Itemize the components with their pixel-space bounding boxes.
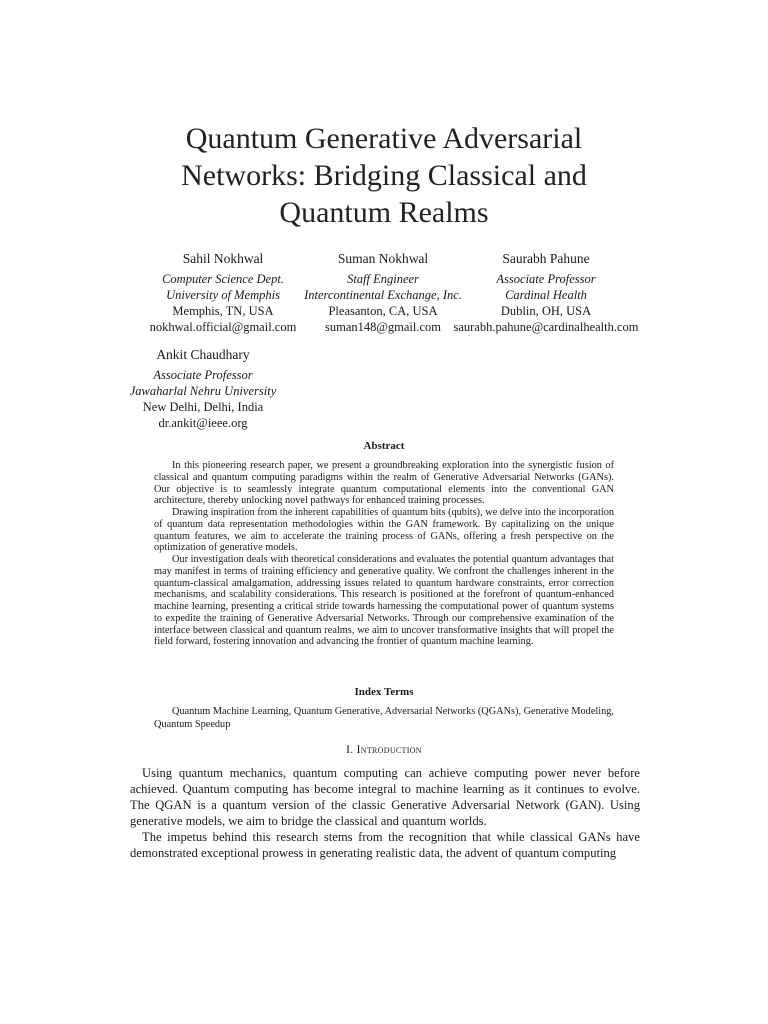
- author-role: Computer Science Dept.: [162, 272, 284, 286]
- author-org: Jawaharlal Nehru University: [129, 384, 277, 398]
- abstract-paragraph: Our investigation deals with theoretical considerations and evaluates the potential quantum advantages that may manifest in terms of training efficiency and generative quality. We confront the challenges inherent in the quantum-classical amalgamation, addressing issues related to quantum hardware constraints, error correction mechanisms, and scalability considerations. This research is positioned at the forefront of quantum-enhanced machine learning, presenting a critical stride towards harnessing the computational power of quantum systems to expedite the training of Generative Adversarial Networks. Through our comprehensive examination of the interface between classical and quantum realms, we aim to uncover transformative insights that will propel the field forward, fostering innovation and advancing the frontier of quantum machine learning.: [154, 554, 614, 648]
- index-terms-heading: Index Terms: [354, 686, 414, 698]
- body-paragraph: The impetus behind this research stems from the recognition that while classical GANs have demonstrated exceptional prowess in generating realistic data, the advent of quantum computing: [130, 830, 640, 860]
- title-line: Quantum Realms: [279, 196, 489, 229]
- title-line: Quantum Generative Adversarial: [185, 122, 583, 155]
- abstract-heading: Abstract: [363, 440, 405, 452]
- author-name: Sahil Nokhwal: [182, 251, 264, 266]
- author-email[interactable]: suman148@gmail.com: [324, 320, 441, 334]
- author-org: University of Memphis: [166, 288, 280, 302]
- author-name: Suman Nokhwal: [337, 251, 429, 266]
- author-location: Pleasanton, CA, USA: [328, 304, 438, 318]
- author-block: [103, 347, 303, 431]
- author-role: Associate Professor: [153, 368, 253, 382]
- author-name: Saurabh Pahune: [502, 251, 590, 266]
- section-title: Introduction: [356, 744, 422, 756]
- author-location: New Delhi, Delhi, India: [142, 400, 264, 414]
- author-role: Associate Professor: [496, 272, 596, 286]
- author-email[interactable]: dr.ankit@ieee.org: [158, 416, 248, 430]
- section-body: [130, 765, 640, 861]
- section-number: I.: [346, 744, 354, 756]
- abstract-paragraph: In this pioneering research paper, we present a groundbreaking exploration into the synergistic fusion of classical and quantum computing paradigms within the realm of Generative Adversarial Networks (GANs). Our objective is to seamlessly integrate quantum computational elements into the conventional GAN architecture, thereby unlocking novel pathways for enhanced training processes.: [154, 460, 614, 507]
- author-name: Ankit Chaudhary: [156, 347, 250, 362]
- author-location: Memphis, TN, USA: [172, 304, 274, 318]
- author-org: Intercontinental Exchange, Inc.: [304, 288, 462, 302]
- author-email[interactable]: nokhwal.official@gmail.com: [149, 320, 297, 334]
- author-block: [441, 251, 651, 335]
- author-role: Staff Engineer: [347, 272, 419, 286]
- abstract-paragraph: Drawing inspiration from the inherent capabilities of quantum bits (qubits), we delve into the incorporation of quantum data representation methodologies within the GAN framework. By capitalizing on the unique quantum features, we aim to accelerate the training process of GANs, offering a fresh perspective on the optimization of generative models.: [154, 507, 614, 554]
- abstract-body: [154, 460, 614, 648]
- author-email[interactable]: saurabh.pahune@cardinalhealth.com: [453, 320, 639, 334]
- body-paragraph: Using quantum mechanics, quantum computing can achieve computing power never before achieved. Quantum computing has become integral to machine learning as it continues to evolve. The QGAN is a quantum version of the classic Generative Adversarial Network (GAN). Using generative models, we aim to bridge the classical and quantum worlds.: [130, 766, 640, 828]
- author-location: Dublin, OH, USA: [500, 304, 592, 318]
- title-line: Networks: Bridging Classical and: [181, 159, 587, 192]
- paper-title: [0, 120, 768, 231]
- index-terms-text: Quantum Machine Learning, Quantum Generative, Adversarial Networks (QGANs), Generative Modeling, Quantum Speedup: [154, 706, 614, 730]
- author-org: Cardinal Health: [505, 288, 587, 302]
- section-heading: [0, 744, 768, 756]
